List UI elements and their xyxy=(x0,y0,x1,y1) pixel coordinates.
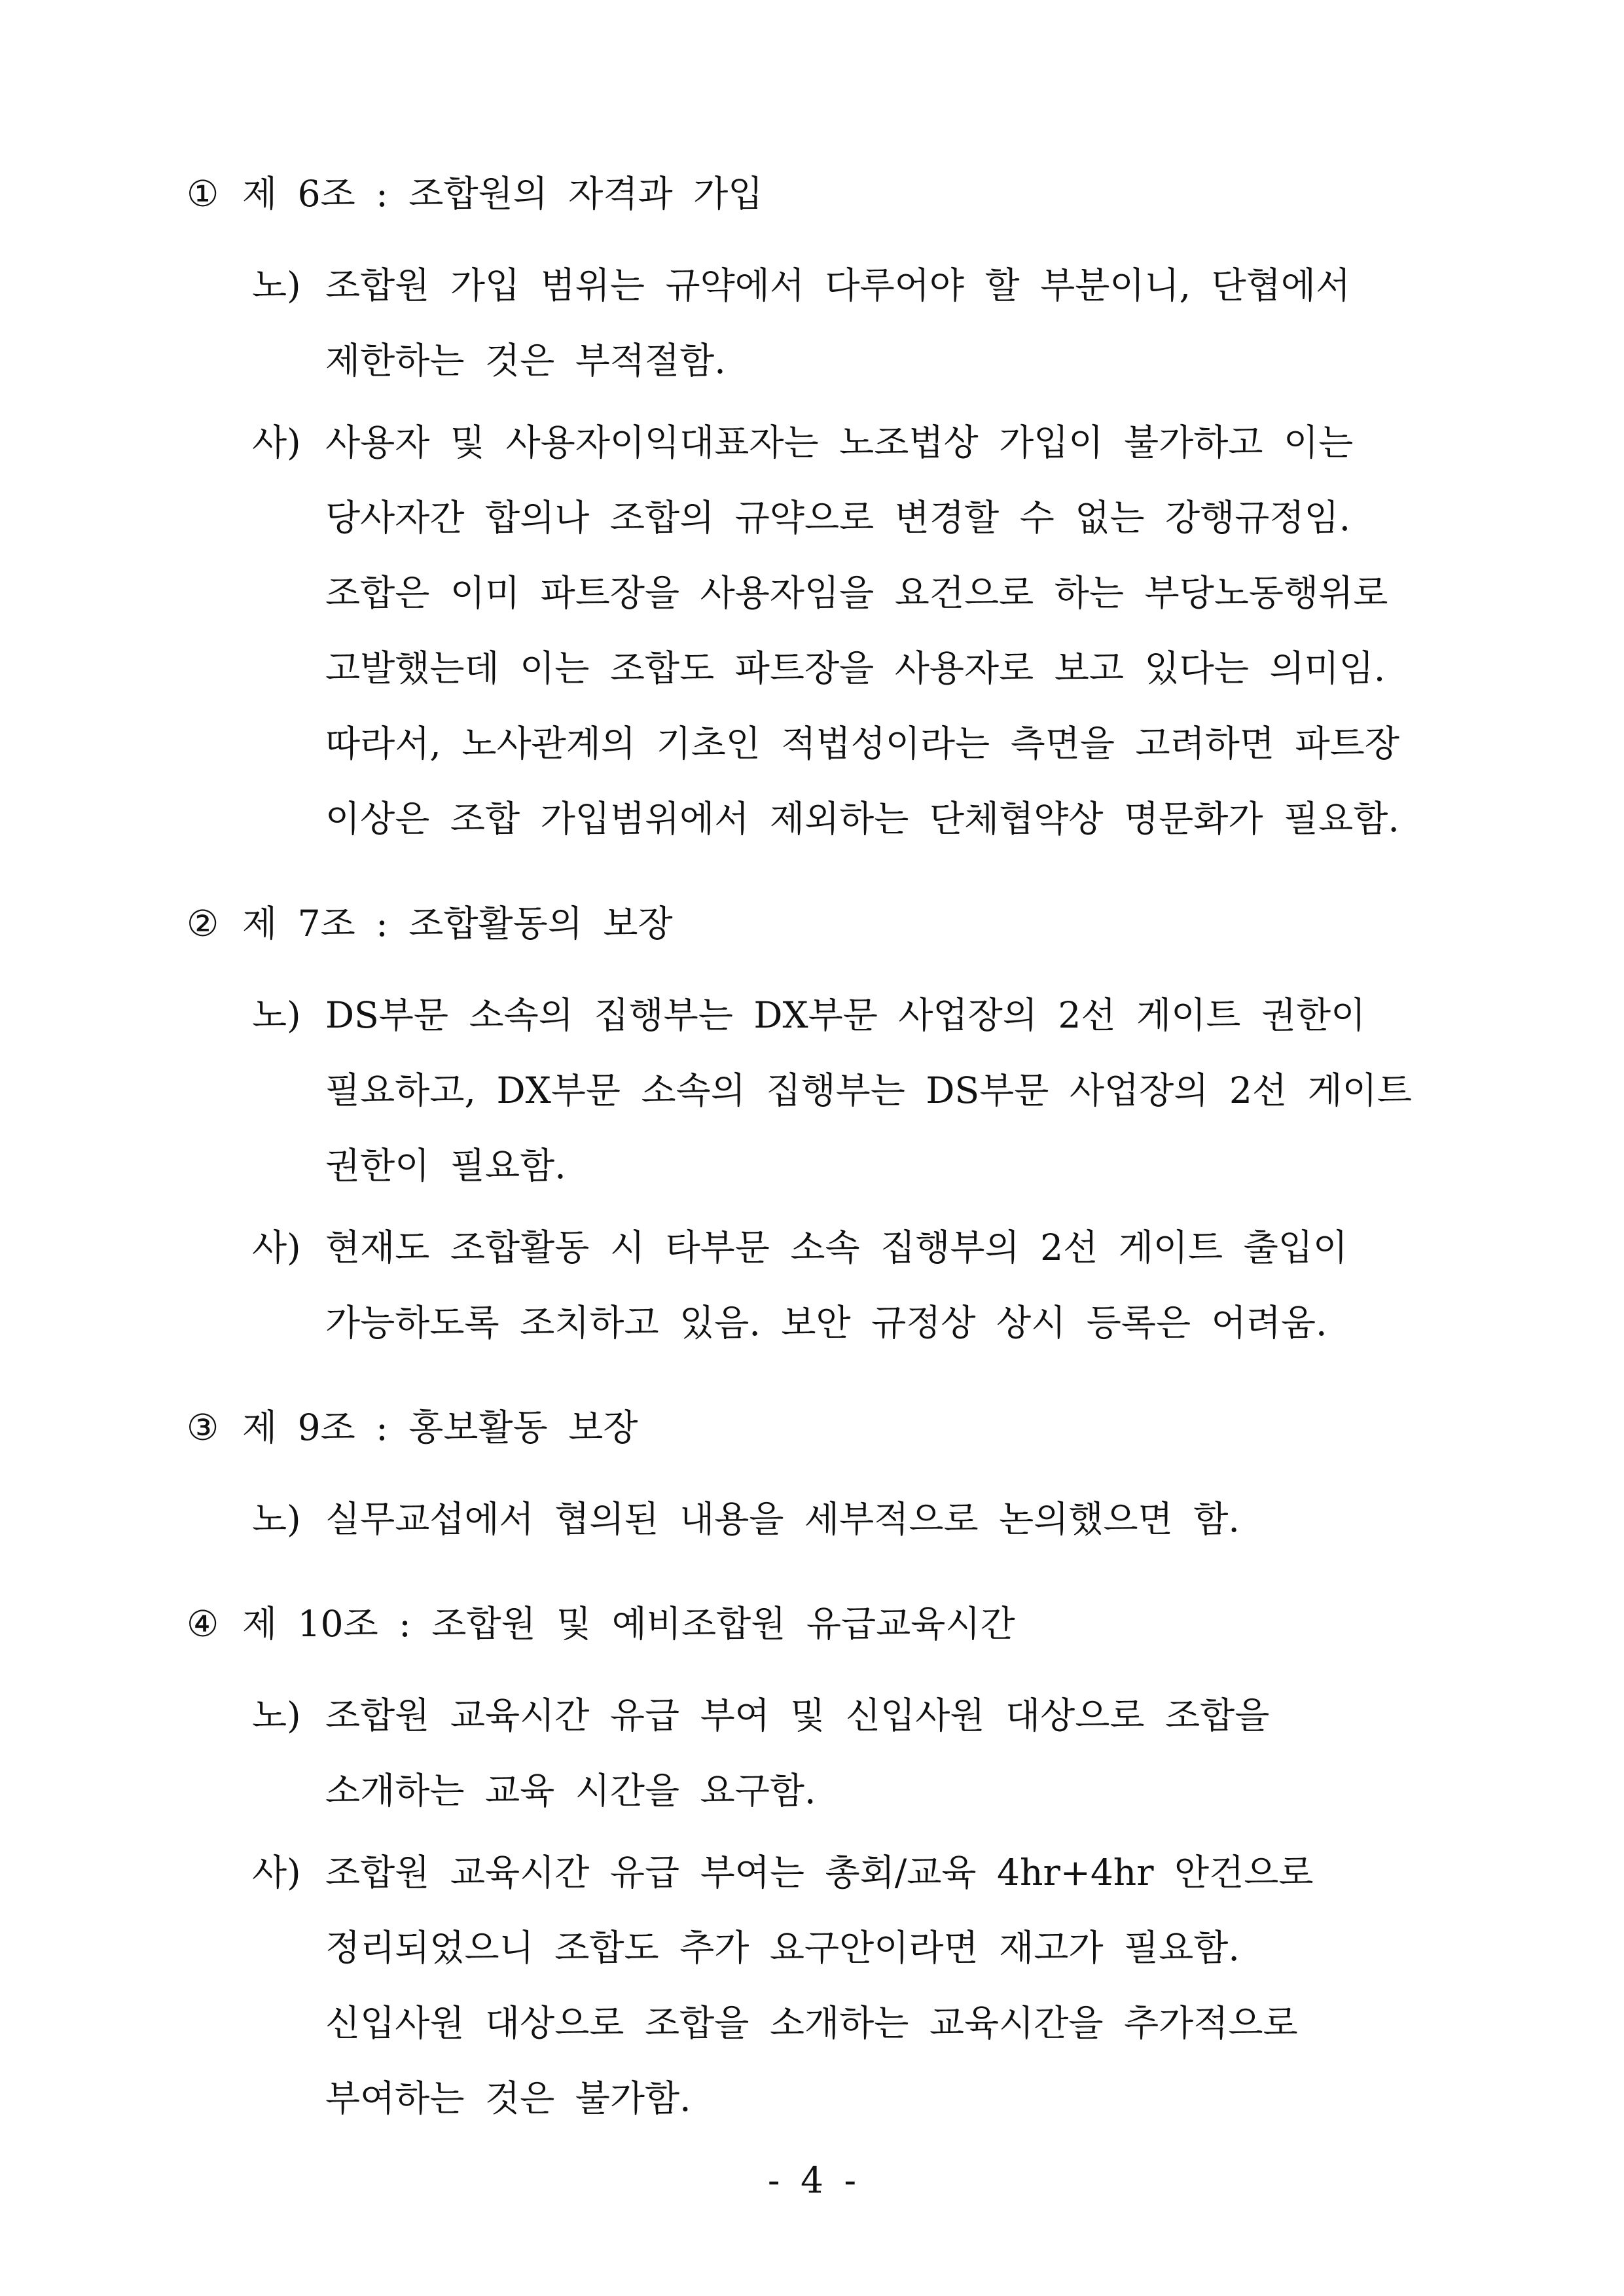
text-line-content: 부여하는 것은 불가함. xyxy=(325,2077,691,2119)
section-3-union-item xyxy=(252,1482,1624,1557)
text-line-content: 고발했는데 이는 조합도 파트장을 사용자로 보고 있다는 의미임. xyxy=(325,647,1386,689)
section-4-number: ④ xyxy=(187,1603,219,1645)
section-4-company-item xyxy=(252,1835,1624,1910)
text-line xyxy=(325,556,1624,631)
text-line xyxy=(325,1285,1624,1361)
page-number-label: - 4 - xyxy=(767,2159,857,2201)
text-line xyxy=(325,781,1624,857)
section-1-company-item xyxy=(252,405,1624,480)
company-side-marker: 사) xyxy=(252,1852,301,1893)
text-line-content: 신입사원 대상으로 조합을 소개하는 교육시간을 추가적으로 xyxy=(325,2002,1298,2044)
text-line xyxy=(325,1128,1624,1204)
section-2-title: 제 7조 : 조합활동의 보장 xyxy=(242,903,673,944)
text-line xyxy=(325,323,1624,399)
text-line xyxy=(325,631,1624,706)
section-3-heading xyxy=(187,1390,1624,1465)
section-2-union-item xyxy=(252,978,1624,1053)
section-2-heading xyxy=(187,886,1624,961)
text-line xyxy=(325,706,1624,781)
text-line-content: 따라서, 노사관계의 기초인 적법성이라는 측면을 고려하면 파트장 xyxy=(325,723,1399,764)
text-line xyxy=(325,1753,1624,1829)
text-line xyxy=(325,480,1624,556)
text-line: 현재도 조합활동 시 타부문 소속 집행부의 2선 게이트 출입이 xyxy=(325,1227,1348,1268)
company-side-marker: 사) xyxy=(252,1227,301,1268)
section-4-title: 제 10조 : 조합원 및 예비조합원 유급교육시간 xyxy=(242,1603,1015,1645)
text-line xyxy=(325,1910,1624,1986)
section-1-number: ① xyxy=(187,173,219,215)
text-line: 실무교섭에서 협의된 내용을 세부적으로 논의했으면 함. xyxy=(325,1498,1240,1540)
section-1-union-item xyxy=(252,248,1624,323)
text-line: 조합원 가입 범위는 규약에서 다루어야 할 부분이니, 단협에서 xyxy=(325,264,1351,306)
text-line: 조합원 교육시간 유급 부여는 총회/교육 4hr+4hr 안건으로 xyxy=(325,1852,1314,1893)
page-number xyxy=(0,2143,1624,2218)
section-3-title: 제 9조 : 홍보활동 보장 xyxy=(242,1407,638,1448)
company-side-marker: 사) xyxy=(252,422,301,463)
union-side-marker: 노) xyxy=(252,994,301,1036)
union-side-marker: 노) xyxy=(252,1695,301,1736)
section-4-union-item xyxy=(252,1678,1624,1753)
text-line-content: 당사자간 합의나 조합의 규약으로 변경할 수 없는 강행규정임. xyxy=(325,497,1351,539)
text-line-content: 이상은 조합 가입범위에서 제외하는 단체협약상 명문화가 필요함. xyxy=(325,798,1399,840)
text-line-content: 권한이 필요함. xyxy=(325,1145,566,1187)
text-line xyxy=(325,1053,1624,1128)
text-line xyxy=(325,2061,1624,2136)
text-line-content: 정리되었으니 조합도 추가 요구안이라면 재고가 필요함. xyxy=(325,1927,1240,1969)
text-line: 조합원 교육시간 유급 부여 및 신입사원 대상으로 조합을 xyxy=(325,1695,1270,1736)
union-side-marker: 노) xyxy=(252,264,301,306)
section-1-heading xyxy=(187,156,1624,232)
section-4-heading xyxy=(187,1587,1624,1662)
text-line-content: 필요하고, DX부문 소속의 집행부는 DS부문 사업장의 2선 게이트 xyxy=(325,1069,1412,1111)
section-2-number: ② xyxy=(187,903,219,944)
text-line-content: 조합은 이미 파트장을 사용자임을 요건으로 하는 부당노동행위로 xyxy=(325,572,1388,614)
text-line: 사용자 및 사용자이익대표자는 노조법상 가입이 불가하고 이는 xyxy=(325,422,1354,463)
text-line xyxy=(325,1986,1624,2061)
section-1-title: 제 6조 : 조합원의 자격과 가입 xyxy=(242,173,763,215)
union-side-marker: 노) xyxy=(252,1498,301,1540)
section-3-number: ③ xyxy=(187,1407,219,1448)
text-line-content: 제한하는 것은 부적절함. xyxy=(325,340,726,382)
section-2-company-item xyxy=(252,1210,1624,1285)
text-line-content: 가능하도록 조치하고 있음. 보안 규정상 상시 등록은 어려움. xyxy=(325,1302,1327,1344)
text-line-content: 소개하는 교육 시간을 요구함. xyxy=(325,1770,816,1812)
text-line: DS부문 소속의 집행부는 DX부문 사업장의 2선 게이트 권한이 xyxy=(325,994,1366,1036)
